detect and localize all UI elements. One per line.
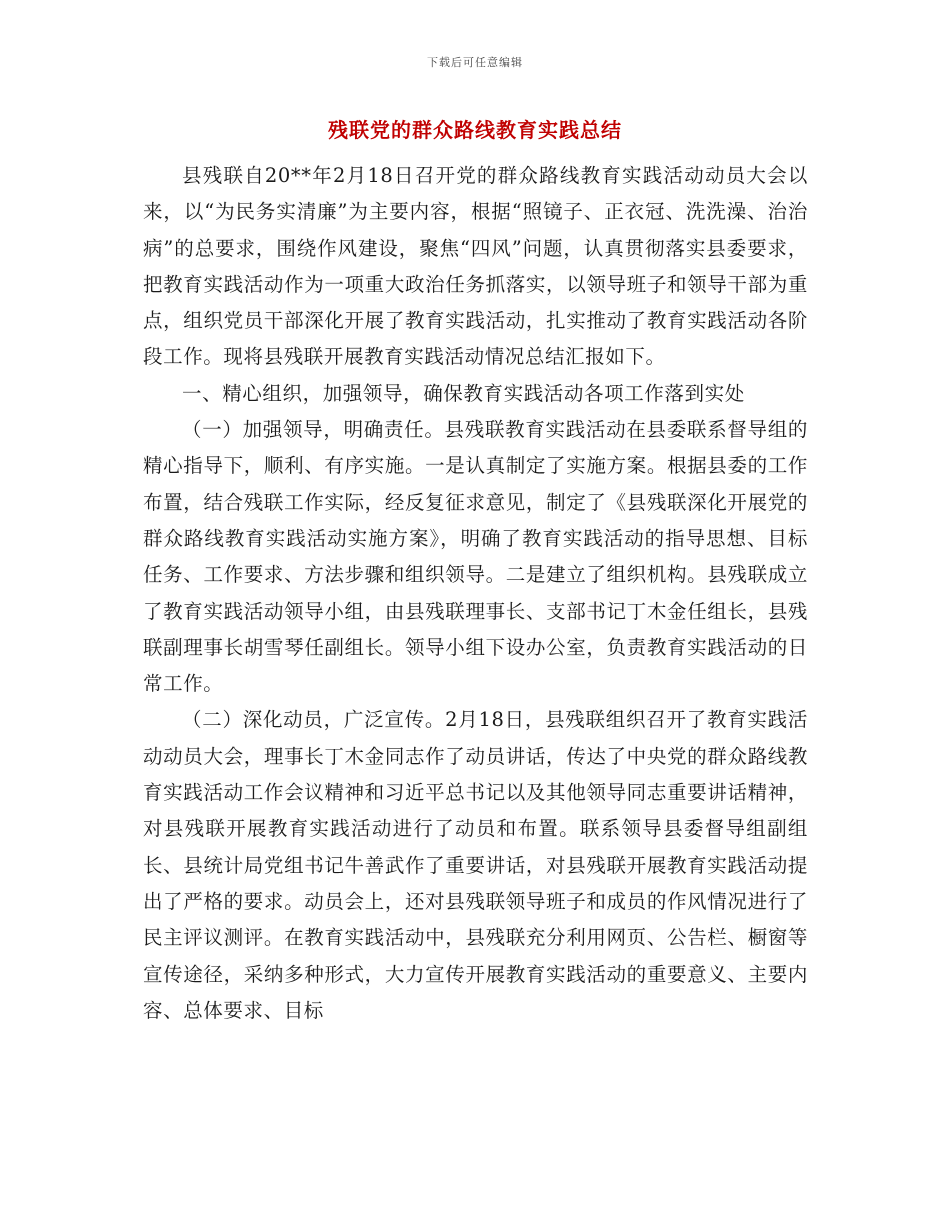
document-title: 残联党的群众路线教育实践总结 <box>328 118 622 142</box>
paragraph-intro: 县残联自20**年2月18日召开党的群众路线教育实践活动动员大会以来，以“为民务实清廉”为主要内容，根据“照镜子、正衣冠、洗洗澡、治治病”的总要求，围绕作风建设，聚焦“四风”问题，认真贯彻落实县委要求，把教育实践活动作为一项重大政治任务抓落实，以领导班子和领导干部为重点，组织党员干部深化开展了教育实践活动，扎实推动了教育实践活动各阶段工作。现将县残联开展教育实践活动情况总结汇报如下。 <box>143 164 808 369</box>
document-body <box>143 158 808 1029</box>
page-header-note: 下载后可任意编辑 <box>427 56 523 69</box>
paragraph-leadership: （一）加强领导，明确责任。县残联教育实践活动在县委联系督导组的精心指导下，顺利、有序实施。一是认真制定了实施方案。根据县委的工作布置，结合残联工作实际，经反复征求意见，制定了《县残联深化开展党的群众路线教育实践活动实施方案》，明确了教育实践活动的指导思想、目标任务、工作要求、方法步骤和组织领导。二是建立了组织机构。县残联成立了教育实践活动领导小组，由县残联理事长、支部书记丁木金任组长，县残联副理事长胡雪琴任副组长。领导小组下设办公室，负责教育实践活动的日常工作。 <box>143 418 808 696</box>
paragraph-mobilization: （二）深化动员，广泛宣传。2月18日，县残联组织召开了教育实践活动动员大会，理事长丁木金同志作了动员讲话，传达了中央党的群众路线教育实践活动工作会议精神和习近平总书记以及其他领导同志重要讲话精神，对县残联开展教育实践活动进行了动员和布置。联系领导县委督导组副组长、县统计局党组书记牛善武作了重要讲话，对县残联开展教育实践活动提出了严格的要求。动员会上，还对县残联领导班子和成员的作风情况进行了民主评议测评。在教育实践活动中，县残联充分利用网页、公告栏、橱窗等宣传途径，采纳多种形式，大力宣传开展教育实践活动的重要意义、主要内容、总体要求、目标 <box>143 708 808 1022</box>
section-heading-1: 一、精心组织，加强领导，确保教育实践活动各项工作落到实处 <box>182 381 745 405</box>
